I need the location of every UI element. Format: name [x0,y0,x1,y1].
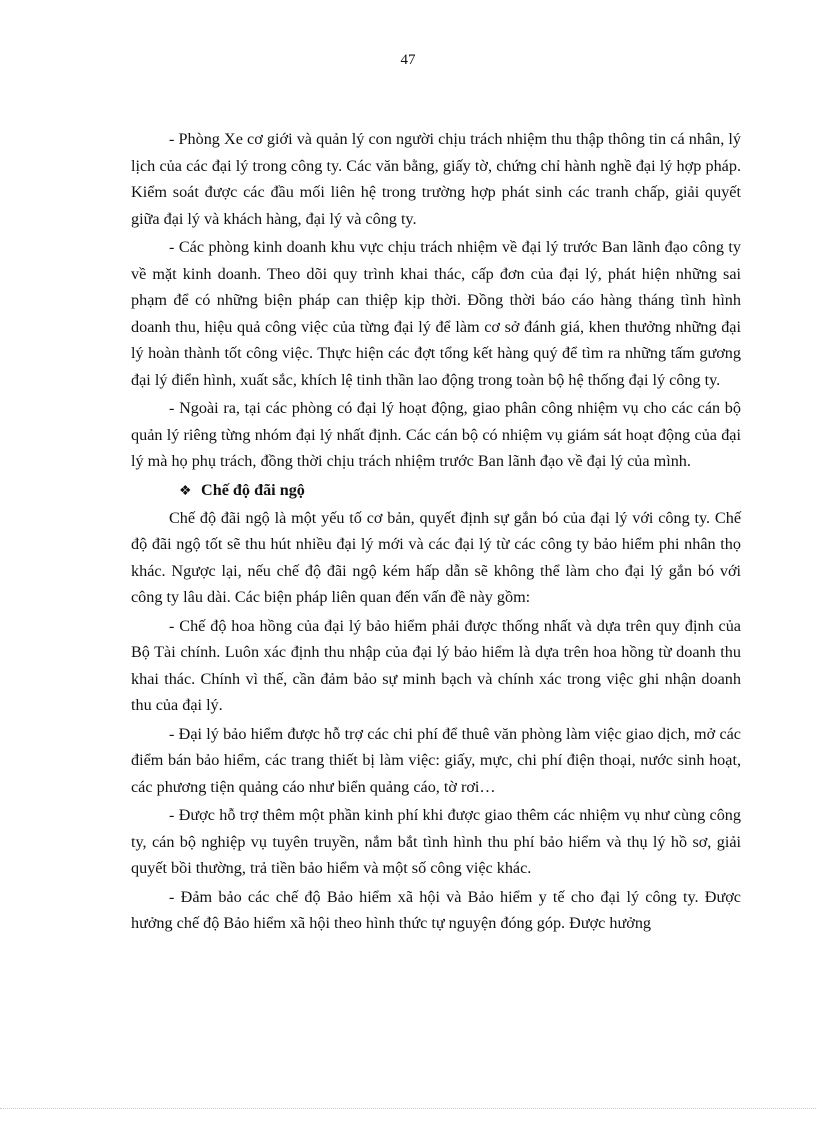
paragraph-agent-managers: - Ngoài ra, tại các phòng có đại lý hoạt động, giao phân công nhiệm vụ cho các cán bộ quản lý riêng từng nhóm đại lý nhất định. Các cán bộ có nhiệm vụ giám sát hoạt động của đại lý mà họ phụ trách, đồng thời chịu trách nhiệm trước Ban lãnh đạo về đại lý của mình. [131,399,741,470]
diamond-bullet-icon: ❖ [179,483,192,499]
body-text [131,126,741,939]
paragraph-vehicle-department: - Phòng Xe cơ giới và quản lý con người chịu trách nhiệm thu thập thông tin cá nhân, lý lịch của các đại lý trong công ty. Các văn bằng, giấy tờ, chứng chỉ hành nghề đại lý hợp pháp. Kiểm soát được các đầu mối liên hệ trong trường hợp phát sinh các tranh chấp, giải quyết giữa đại lý và khách hàng, đại lý và công ty. [131,130,741,228]
paragraph-compensation-intro: Chế độ đãi ngộ là một yếu tố cơ bản, quyết định sự gắn bó của đại lý với công ty. Chế độ đãi ngộ tốt sẽ thu hút nhiều đại lý mới và các đại lý từ các công ty bảo hiểm phi nhân thọ khác. Ngược lại, nếu chế độ đãi ngộ kém hấp dẫn sẽ không thể làm cho đại lý gắn bó với công ty lâu dài. Các biện pháp liên quan đến vấn đề này gồm: [131,508,741,606]
section-title: Chế độ đãi ngộ [201,480,305,499]
page-number: 47 [400,52,416,68]
paragraph-regional-business: - Các phòng kinh doanh khu vực chịu trách nhiệm về đại lý trước Ban lãnh đạo công ty về mặt kinh doanh. Theo dõi quy trình khai thác, cấp đơn của đại lý, phát hiện những sai phạm để có những biện pháp can thiệp kịp thời. Đồng thời báo cáo hàng tháng tình hình doanh thu, hiệu quả công việc của từng đại lý để làm cơ sở đánh giá, khen thưởng những đại lý hoàn thành tốt công việc. Thực hiện các đợt tổng kết hàng quý để tìm ra những tấm gương đại lý điển hình, xuất sắc, khích lệ tinh thần lao động trong toàn bộ hệ thống đại lý công ty. [131,238,741,389]
page-bottom-divider [0,1108,816,1109]
paragraph-insurance-benefits: - Đảm bảo các chế độ Bảo hiểm xã hội và Bảo hiểm y tế cho đại lý công ty. Được hưởng chế độ Bảo hiểm xã hội theo hình thức tự nguyện đóng góp. Được hưởng [131,887,741,932]
paragraph-cost-support: - Đại lý bảo hiểm được hỗ trợ các chi phí để thuê văn phòng làm việc giao dịch, mở các điểm bán bảo hiểm, các trang thiết bị làm việc: giấy, mực, chi phí điện thoại, nước sinh hoạt, các phương tiện quảng cáo như biển quảng cáo, tờ rơi… [131,724,741,796]
paragraph-extra-funding: - Được hỗ trợ thêm một phần kinh phí khi được giao thêm các nhiệm vụ như cùng công ty, cán bộ nghiệp vụ tuyên truyền, nắm bắt tình hình thu phí bảo hiểm và thụ lý hồ sơ, giải quyết bồi thường, trả tiền bảo hiểm và một số công việc khác. [131,806,741,877]
paragraph-commission: - Chế độ hoa hồng của đại lý bảo hiểm phải được thống nhất và dựa trên quy định của Bộ Tài chính. Luôn xác định thu nhập của đại lý bảo hiểm là dựa trên hoa hồng từ doanh thu khai thác. Chính vì thế, cần đảm bảo sự minh bạch và chính xác trong việc ghi nhận doanh thu của đại lý. [131,616,741,714]
section-heading [131,477,741,505]
